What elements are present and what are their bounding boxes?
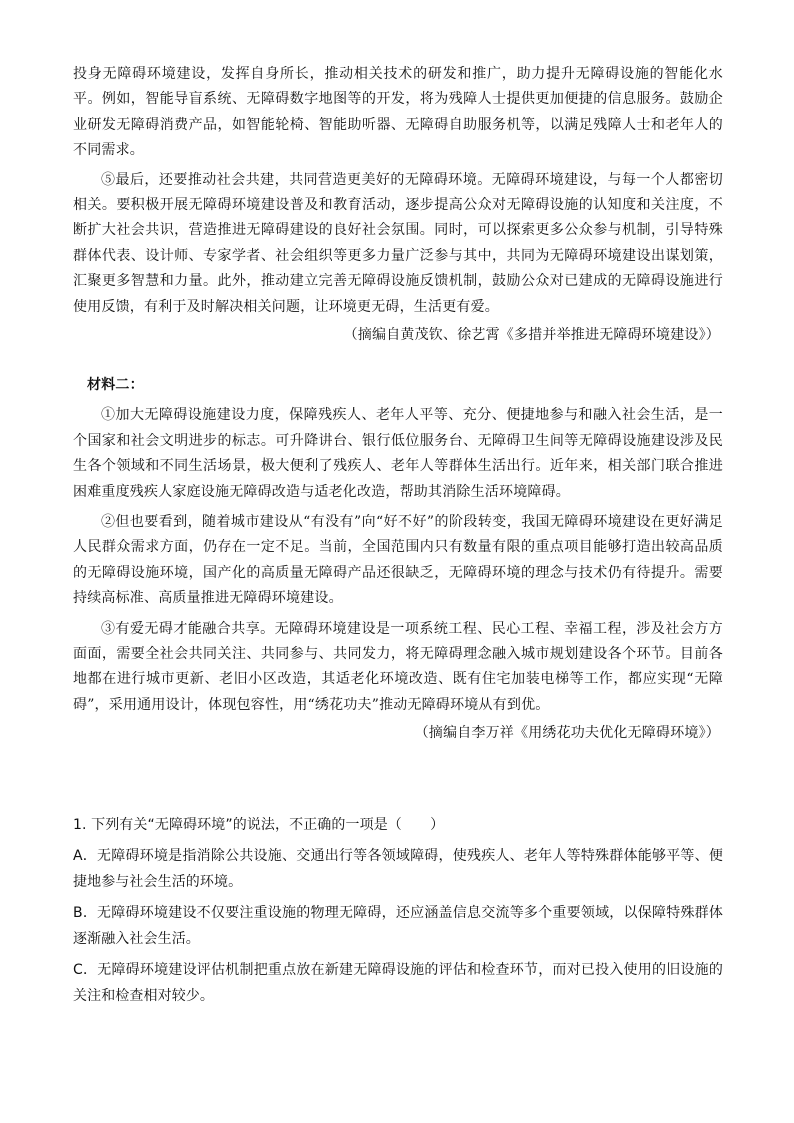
option-c: C．无障碍环境建设评估机制把重点放在新建无障碍设施的评估和检查环节，而对已投入使用的旧设施的关注和检查相对较少。 [73, 961, 723, 1004]
material2-heading: 材料二： [87, 377, 144, 393]
question-1 [73, 812, 723, 1014]
material2 [73, 373, 723, 747]
material1-tail [73, 62, 723, 348]
material2-paragraph-2: ②但也要看到，随着城市建设从“有没有”向“好不好”的阶段转变，我国无障碍环境建设在更好满足人民群众需求方面，仍存在一定不足。当前，全国范围内只有数量有限的重点项目能够打造出较高品质的无障碍设施环境，国产化的高质量无障碍产品还很缺乏，无障碍环境的理念与技术仍有待提升。需要持续高标准、高质量推进无障碍环境建设。 [73, 514, 723, 607]
paragraph-continued: 投身无障碍环境建设，发挥自身所长，推动相关技术的研发和推广，助力提升无障碍设施的智能化水平。例如，智能导盲系统、无障碍数字地图等的开发，将为残障人士提供更加便捷的信息服务。鼓励企业研发无障碍消费产品，如智能轮椅、智能助听器、无障碍自助服务机等，以满足残障人士和老年人的不同需求。 [73, 66, 723, 159]
paragraph-5: ⑤最后，还要推动社会共建，共同营造更美好的无障碍环境。无障碍环境建设，与每一个人都密切相关。要积极开展无障碍环境建设普及和教育活动，逐步提高公众对无障碍设施的认知度和关注度，不断扩大社会共识，营造推进无障碍建设的良好社会氛围。同时，可以探索更多公众参与机制，引导特殊群体代表、设计师、专家学者、社会组织等更多力量广泛参与其中，共同为无障碍环境建设出谋划策，汇聚更多智慧和力量。此外，推动建立完善无障碍设施反馈机制，鼓励公众对已建成的无障碍设施进行使用反馈，有利于及时解决相关问题，让环境更无碍，生活更有爱。 [73, 171, 723, 315]
material2-paragraph-3: ③有爱无碍才能融合共享。无障碍环境建设是一项系统工程、民心工程、幸福工程，涉及社会方方面面，需要全社会共同关注、共同参与、共同发力，将无障碍理念融入城市规划建设各个环节。目前各地都在进行城市更新、老旧小区改造，其适老化环境改造、既有住宅加装电梯等工作，都应实现“无障碍”，采用通用设计，体现包容性，用“绣花功夫”推动无障碍环境从有到优。 [73, 620, 723, 713]
option-b: B．无障碍环境建设不仅要注重设施的物理无障碍，还应涵盖信息交流等多个重要领域，以保障特殊群体逐渐融入社会生活。 [73, 904, 723, 947]
source-citation-2: （摘编自李万祥《用绣花功夫优化无障碍环境》） [414, 725, 720, 742]
source-citation-1: （摘编自黄茂钦、徐艺霄《多措并举推进无障碍环境建设》） [343, 327, 720, 344]
material2-paragraph-1: ①加大无障碍设施建设力度，保障残疾人、老年人平等、充分、便捷地参与和融入社会生活，是一个国家和社会文明进步的标志。可升降讲台、银行低位服务台、无障碍卫生间等无障碍设施建设涉及民生各个领域和不同生活场景，极大便利了残疾人、老年人等群体生活出行。近年来，相关部门联合推进困难重度残疾人家庭设施无障碍改造与适老化改造，帮助其消除生活环境障碍。 [73, 407, 723, 500]
option-a: A．无障碍环境是指消除公共设施、交通出行等各领域障碍，使残疾人、老年人等特殊群体能够平等、便捷地参与社会生活的环境。 [73, 847, 723, 890]
question-stem: 1. 下列有关“无障碍环境”的说法，不正确的一项是（ ） [73, 817, 445, 833]
